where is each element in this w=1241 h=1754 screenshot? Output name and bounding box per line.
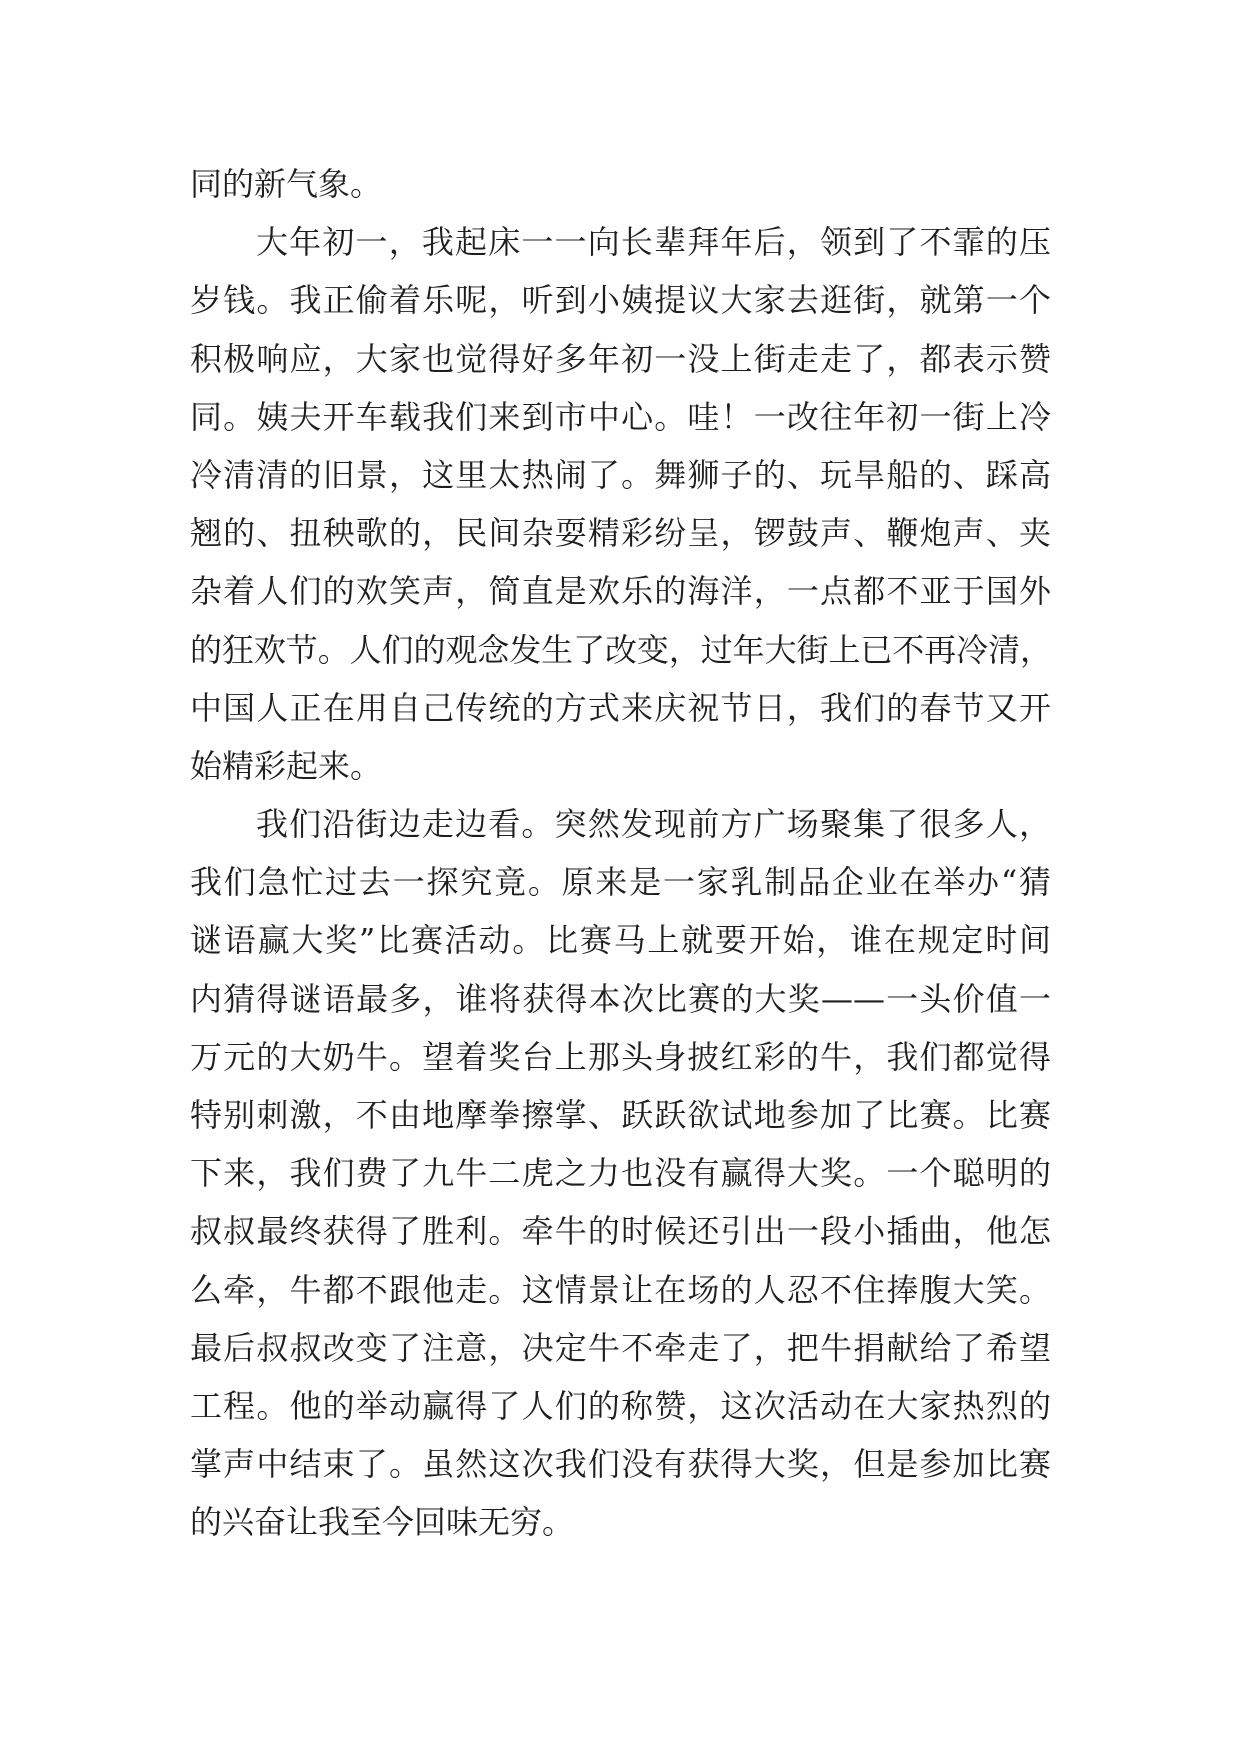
- text-line: 最后叔叔改变了注意，决定牛不牵走了，把牛捐献给了希望: [190, 1328, 1051, 1367]
- text-line: 杂着人们的欢笑声，简直是欢乐的海洋，一点都不亚于国外: [190, 572, 1051, 611]
- text-line: 同的新气象。: [190, 165, 383, 203]
- text-line: 的狂欢节。人们的观念发生了改变，过年大街上已不再冷清，: [190, 630, 1051, 669]
- text-line: 积极响应，大家也觉得好多年初一没上街走走了，都表示赞: [190, 339, 1051, 378]
- text-line: 叔叔最终获得了胜利。牵牛的时候还引出一段小插曲，他怎: [190, 1212, 1051, 1251]
- text-line: 特别刺激，不由地摩拳擦掌、跃跃欲试地参加了比赛。比赛: [190, 1096, 1051, 1134]
- text-line: 下来，我们费了九牛二虎之力也没有赢得大奖。一个聪明的: [190, 1154, 1051, 1193]
- document-body: [190, 155, 1051, 1552]
- text-line: 内猜得谜语最多，谁将获得本次比赛的大奖——一头价值一: [190, 979, 1051, 1018]
- text-line: 同。姨夫开车载我们来到市中心。哇！一改往年初一街上冷: [190, 397, 1051, 436]
- text-line: 岁钱。我正偷着乐呢，听到小姨提议大家去逛街，就第一个: [190, 281, 1051, 320]
- text-line: 的兴奋让我至今回味无穷。: [190, 1503, 575, 1542]
- text-line: 我们急忙过去一探究竟。原来是一家乳制品企业在举办“猜: [190, 863, 1051, 902]
- text-line: 冷清清的旧景，这里太热闹了。舞狮子的、玩旱船的、踩高: [190, 455, 1051, 494]
- text-line: 中国人正在用自己传统的方式来庆祝节日，我们的春节又开: [190, 688, 1051, 727]
- paragraph-riddle-contest: [190, 795, 1051, 1551]
- text-line: 始精彩起来。: [190, 746, 383, 785]
- text-line: 工程。他的举动赢得了人们的称赞，这次活动在大家热烈的: [190, 1386, 1051, 1425]
- text-line: 万元的大奶牛。望着奖台上那头身披红彩的牛，我们都觉得: [190, 1037, 1051, 1076]
- text-line: 掌声中结束了。虽然这次我们没有获得大奖，但是参加比赛: [190, 1445, 1051, 1484]
- text-line: 大年初一，我起床一一向长辈拜年后，领到了不霏的压: [256, 223, 1051, 262]
- text-line: 翘的、扭秧歌的，民间杂耍精彩纷呈，锣鼓声、鞭炮声、夹: [190, 514, 1051, 553]
- text-line: 谜语赢大奖”比赛活动。比赛马上就要开始，谁在规定时间: [190, 921, 1051, 960]
- paragraph-continuation: [190, 155, 1051, 213]
- text-line: 么牵，牛都不跟他走。这情景让在场的人忍不住捧腹大笑。: [190, 1270, 1051, 1309]
- text-line: 我们沿街边走边看。突然发现前方广场聚集了很多人，: [256, 805, 1051, 844]
- paragraph-new-year-street: [190, 213, 1051, 795]
